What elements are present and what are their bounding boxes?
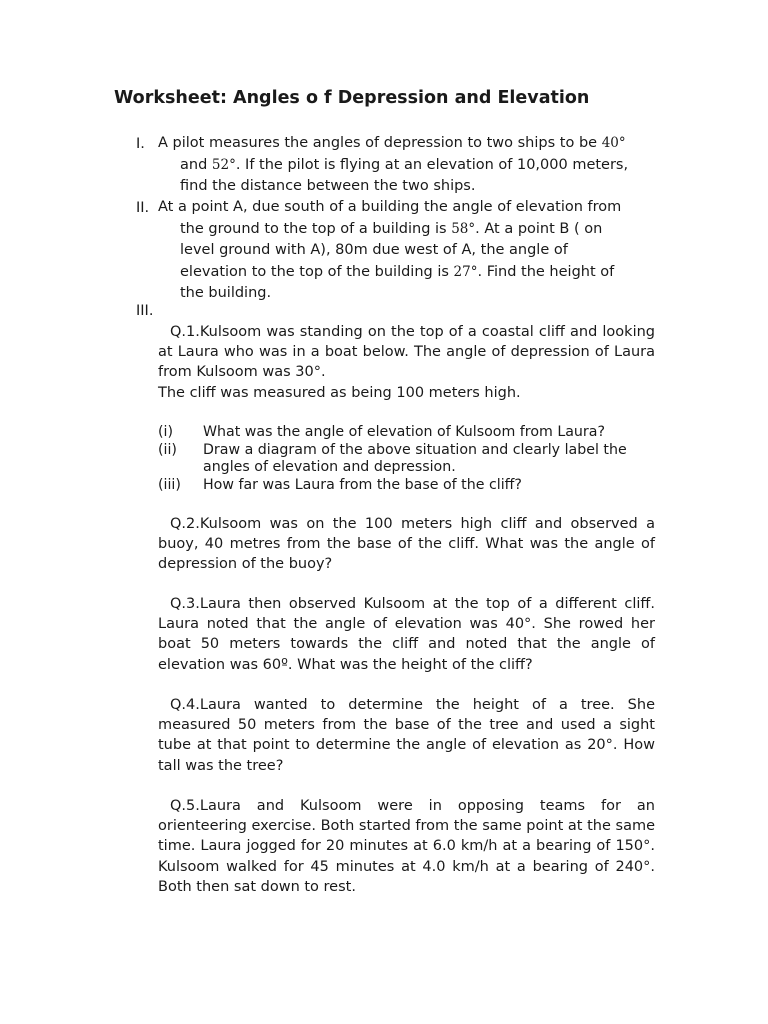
question-1 xyxy=(158,322,655,403)
question-1-subparts xyxy=(158,424,658,494)
question-1-number: Q.1. xyxy=(170,324,200,340)
question-1-text: Kulsoom was standing on the top of a coastal cliff and looking at Laura who was in a boat below. The angle of depression of Laura from Kulsoom was 30°. xyxy=(158,324,655,381)
question-4 xyxy=(158,695,655,776)
problem-2-line-1: At a point A, due south of a building the angle of elevation from xyxy=(158,199,622,215)
problem-2-line-4: elevation to the top of the building is 27°. Find the height of xyxy=(180,263,615,280)
problem-3-numeral: III. xyxy=(136,303,154,319)
problem-2-line-3: level ground with A), 80m due west of A, the angle of xyxy=(180,242,568,258)
question-5 xyxy=(158,796,655,897)
question-2-text: Kulsoom was on the 100 meters high cliff and observed a buoy, 40 metres from the base of the cliff. What was the angle of depression of the buoy? xyxy=(158,516,655,573)
problem-2-line-5: the building. xyxy=(180,285,272,301)
problem-1-numeral: I. xyxy=(136,136,145,152)
subpart-ii xyxy=(158,442,658,477)
subpart-text: Draw a diagram of the above situation and clearly label the angles of elevation and depression. xyxy=(203,441,627,475)
problem-1-text xyxy=(158,133,646,198)
subpart-label: (iii) xyxy=(158,476,181,493)
problem-1-line-3: find the distance between the two ships. xyxy=(180,178,476,194)
question-3-text: Laura then observed Kulsoom at the top of a different cliff. Laura noted that the angle of elevation was 40°. She rowed her boat 50 meters towards the cliff and noted that the angle of elevation was 60º. What was the height of the cliff? xyxy=(158,596,655,673)
question-1-text-2: The cliff was measured as being 100 meters high. xyxy=(158,384,521,401)
subpart-i xyxy=(158,424,658,442)
problem-2-line-2: the ground to the top of a building is 58°. At a point B ( on xyxy=(180,220,603,237)
problem-1-line-2: and 52°. If the pilot is flying at an elevation of 10,000 meters, xyxy=(180,156,629,173)
problem-2-numeral: II. xyxy=(136,200,150,216)
question-4-text: Laura wanted to determine the height of a tree. She measured 50 meters from the base of the tree and used a sight tube at that point to determine the angle of elevation as 20°. How tall was the tree? xyxy=(158,697,655,774)
question-4-number: Q.4. xyxy=(170,697,200,713)
question-5-number: Q.5. xyxy=(170,798,200,814)
question-2-number: Q.2. xyxy=(170,516,200,532)
question-3-number: Q.3. xyxy=(170,596,200,612)
subpart-label: (ii) xyxy=(158,441,177,458)
subpart-label: (i) xyxy=(158,424,174,440)
question-5-text: Laura and Kulsoom were in opposing teams for an orienteering exercise. Both started from the same point at the same time. Laura jogged for 20 minutes at 6.0 km/h at a bearing of 150°. Kulsoom walked for 45 minutes at 4.0 km/h at a bearing of 240°. Both then sat down to rest. xyxy=(158,798,655,895)
problem-2-text xyxy=(158,197,646,305)
worksheet-title: Worksheet: Angles o f Depression and Elevation xyxy=(114,88,590,108)
subpart-text: What was the angle of elevation of Kulsoom from Laura? xyxy=(203,424,605,440)
subpart-text: How far was Laura from the base of the cliff? xyxy=(203,476,522,493)
subpart-iii xyxy=(158,477,658,495)
problem-1-line-1: A pilot measures the angles of depression to two ships to be 40° xyxy=(158,135,626,151)
question-3 xyxy=(158,594,655,675)
question-2 xyxy=(158,514,655,575)
